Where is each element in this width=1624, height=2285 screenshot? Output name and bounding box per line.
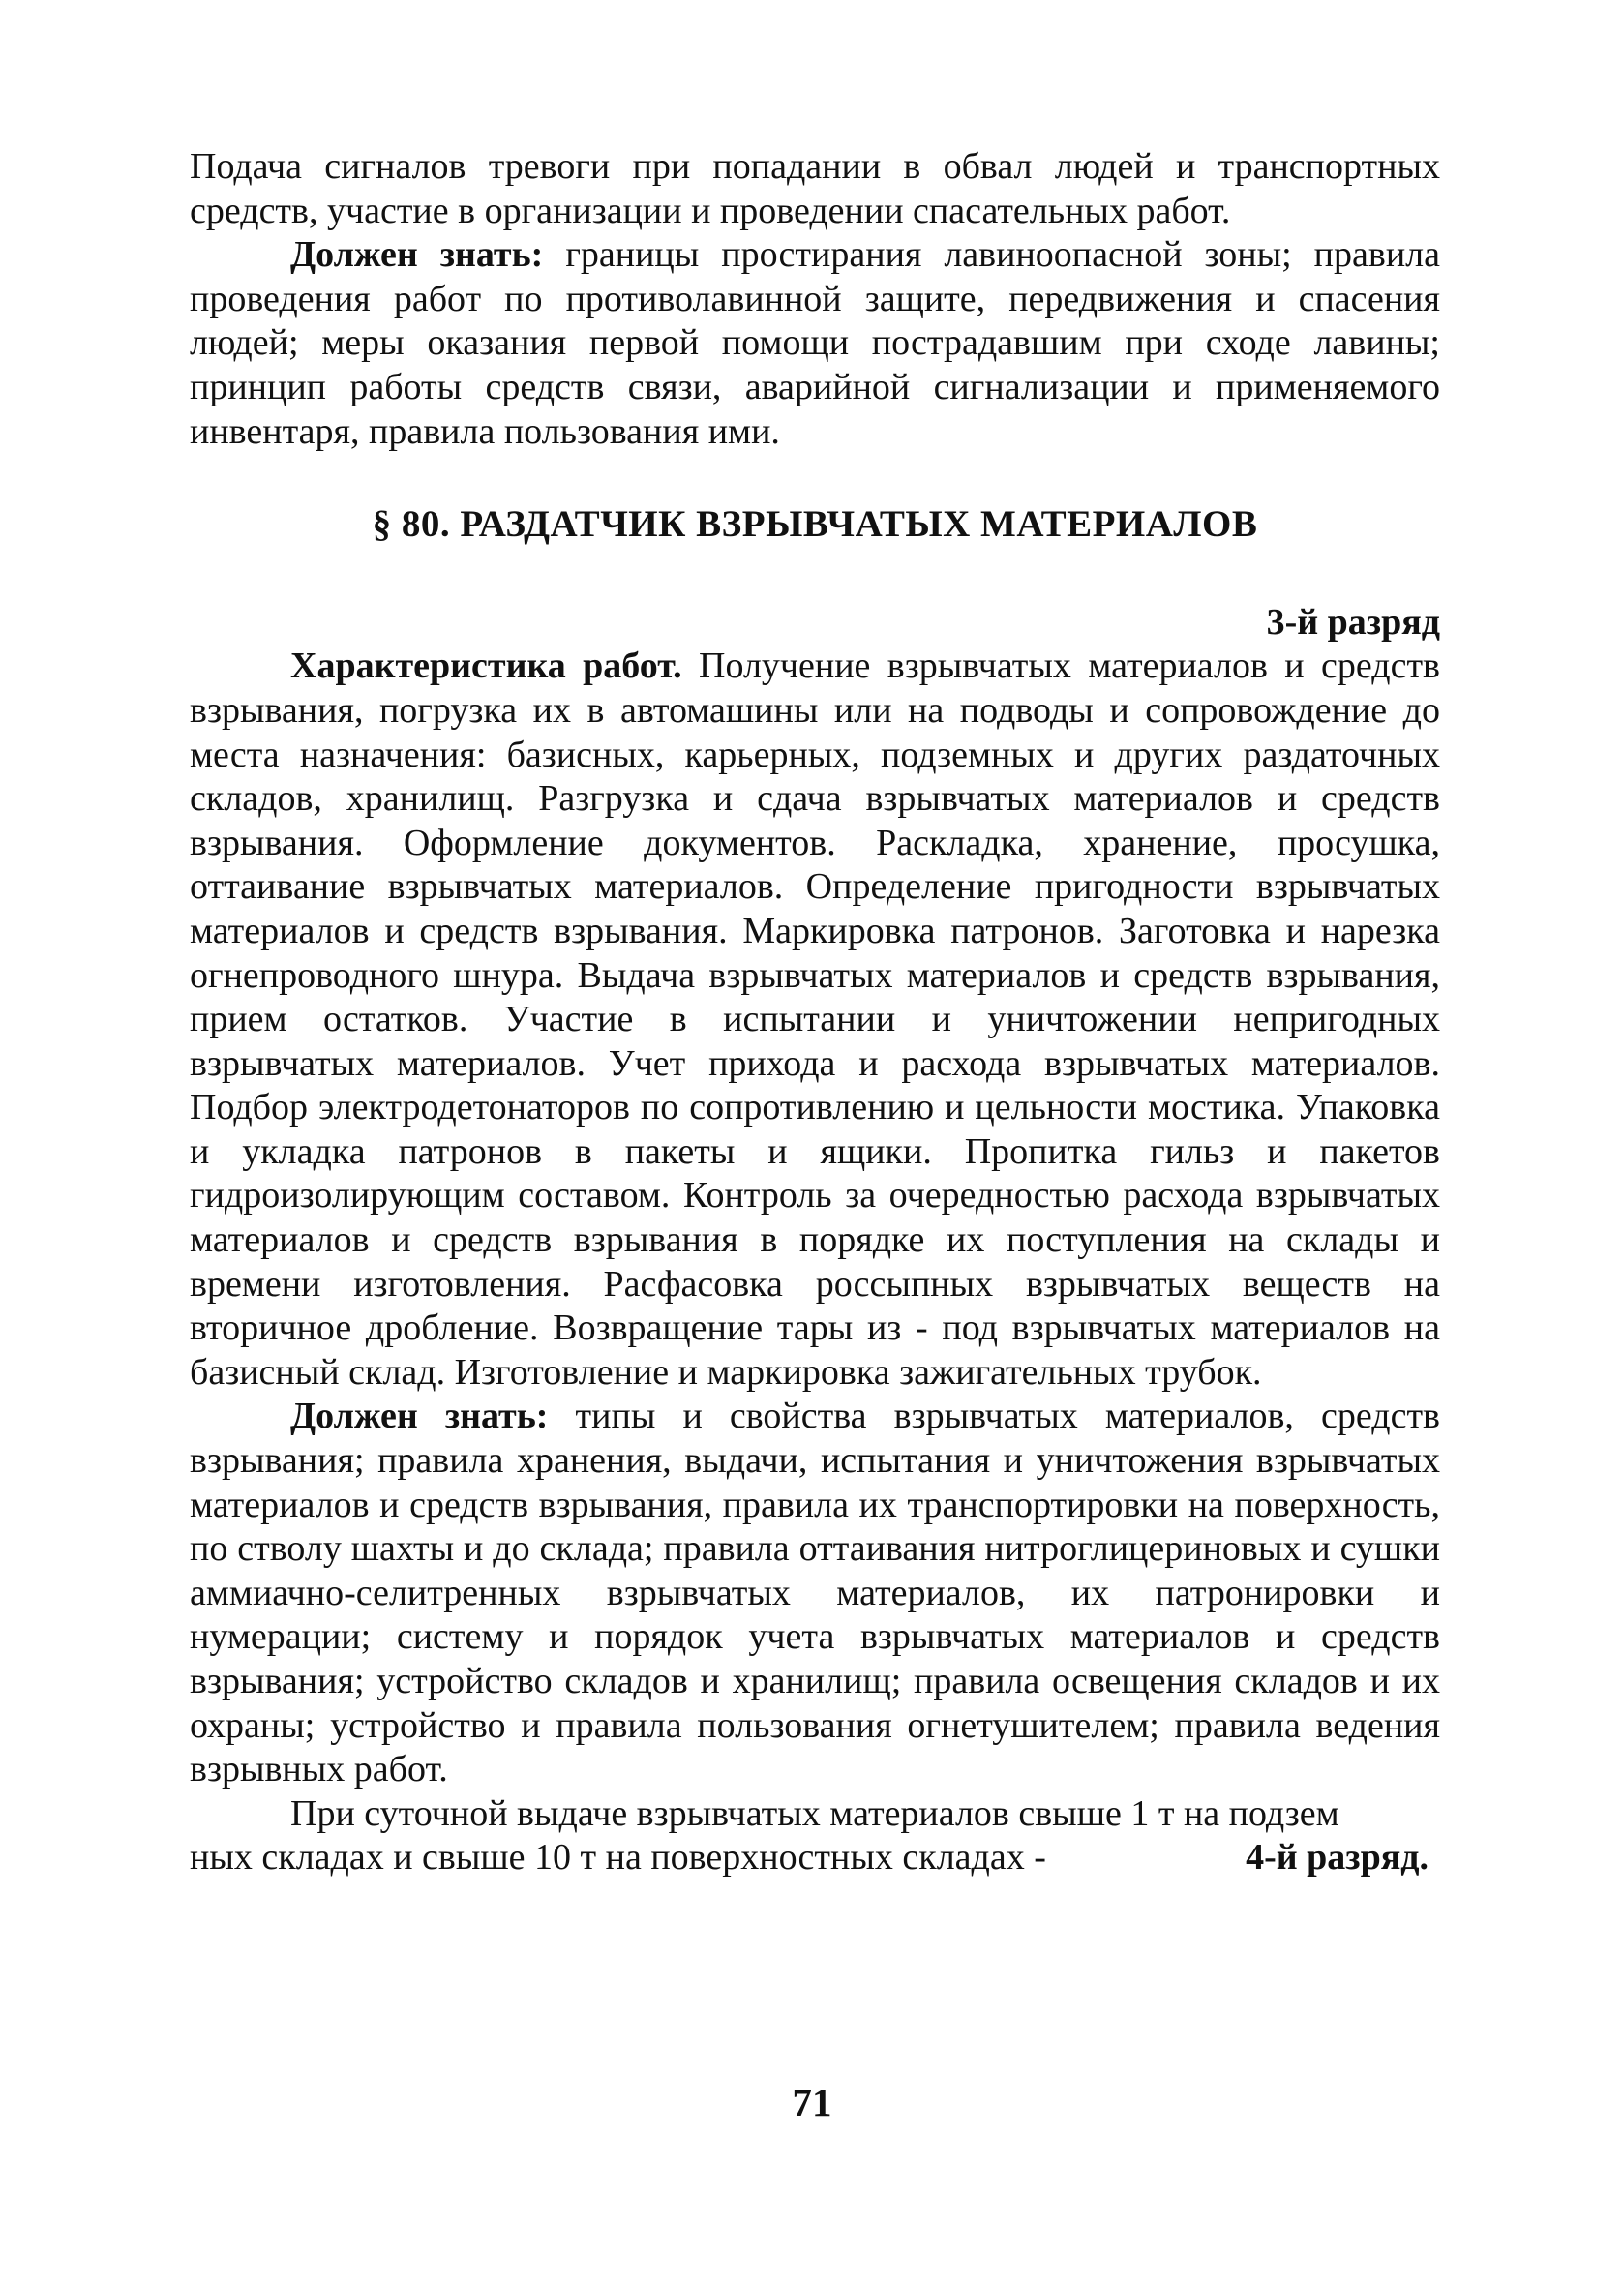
intro-knowledge-paragraph (190, 233, 1440, 454)
knowledge-label: Должен знать: (290, 234, 544, 276)
characteristics-paragraph (190, 645, 1440, 1395)
section-knowledge-paragraph (190, 1395, 1440, 1791)
characteristics-label: Характеристика работ. (290, 646, 682, 687)
upgrade-paragraph-line1: При суточной выдаче взрывчатых материалов свыше 1 т на подзем (290, 1792, 1339, 1834)
section-knowledge-text: типы и свойства взрывчатых материалов, средств взрывания; правила хранения, выдачи, испытания и уничтожения взрывчатых материалов и средств взрывания, правила их транспортировки на поверхность, по стволу шахты и до склада; правила оттаивания нитроглицериновых и сушки аммиачно-селитренных взрывчатых материалов, их патронировки и нумерации; систему и порядок учета взрывчатых материалов и средств взрывания; устройство складов и хранилищ; правила освещения складов и их охраны; устройство и правила пользования огнетушителем; правила ведения взрывных работ. (190, 1396, 1440, 1790)
section-title: § 80. РАЗДАТЧИК ВЗРЫВЧАТЫХ МАТЕРИАЛОВ (372, 503, 1258, 546)
upgrade-grade: 4-й разряд. (1246, 1837, 1429, 1879)
grade-heading: 3-й разряд (1266, 601, 1440, 643)
upgrade-condition: ных складах и свыше 10 т на поверхностных складах - (190, 1837, 1046, 1879)
page-number: 71 (792, 2080, 832, 2124)
knowledge-text: границы простирания лавиноопасной зоны; правила проведения работ по противолавинной защите, передвижения и спасения людей; меры оказания первой помощи пострадавшим при сходе лавины; принцип работы средств связи, аварийной сигнализации и применяемого инвентаря, правила пользования ими. (190, 234, 1440, 452)
intro-duties-paragraph: Подача сигналов тревоги при попадании в обвал людей и транспортных средств, участие в организации и проведении спасательных работ. (190, 146, 1440, 231)
characteristics-text: Получение взрывчатых материалов и средств взрывания, погрузка их в автомашины или на подводы и сопровождение до места назначения: базисных, карьерных, подземных и других раздаточных складов, хранилищ. Разгрузка и сдача взрывчатых материалов и средств взрывания. Оформление документов. Раскладка, хранение, просушка, оттаивание взрывчатых материалов. Определение пригодности взрывчатых материалов и средств взрывания. Маркировка патронов. Заготовка и нарезка огнепроводного шнура. Выдача взрывчатых материалов и средств взрывания, прием остатков. Участие в испытании и уничтожении непригодных взрывчатых материалов. Учет прихода и расхода взрывчатых материалов. Подбор электродетонаторов по сопротивлению и цельности мостика. Упаковка и укладка патронов в пакеты и ящики. Пропитка гильз и пакетов гидроизолирующим составом. Контроль за очередностью расхода взрывчатых материалов и средств взрывания в порядке их поступления на склады и времени изготовления. Расфасовка россыпных взрывчатых веществ на вторичное дробление. Возвращение тары из - под взрывчатых материалов на базисный склад. Изготовление и маркировка зажигательных трубок. (190, 646, 1440, 1393)
section-knowledge-label: Должен знать: (290, 1396, 549, 1437)
upgrade-paragraph-line2 (190, 1836, 1440, 1880)
document-page (190, 145, 1440, 1880)
